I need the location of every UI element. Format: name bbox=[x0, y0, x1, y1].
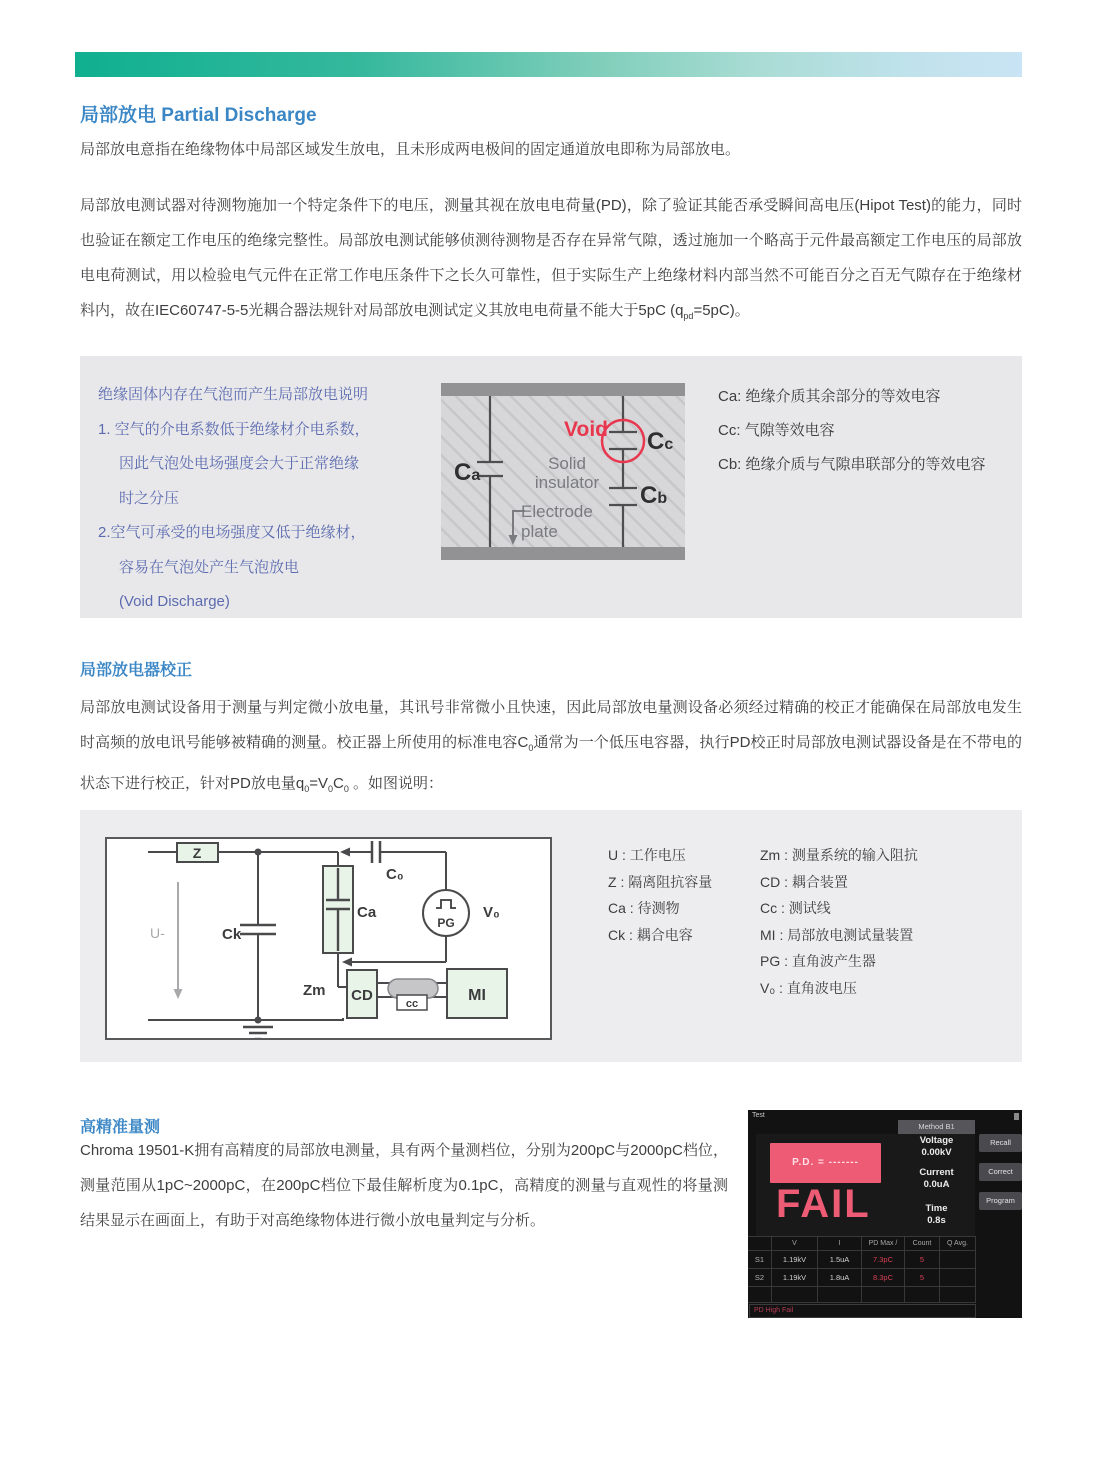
screen-status-icon bbox=[1014, 1113, 1019, 1120]
table-cell: 5 bbox=[905, 1251, 940, 1269]
recall-button[interactable]: Recall bbox=[979, 1134, 1022, 1152]
voltage-label: Voltage bbox=[919, 1135, 954, 1146]
void-discharge-panel bbox=[80, 356, 1022, 618]
void-diagram bbox=[441, 383, 685, 560]
program-button[interactable]: Program bbox=[979, 1192, 1022, 1210]
intro-paragraph: 局部放电意指在绝缘物体中局部区域发生放电，且未形成两电极间的固定通道放电即称为局部放电。 bbox=[80, 141, 741, 158]
svg-text:Electrode: Electrode bbox=[521, 502, 593, 521]
u-voltage-arrow bbox=[150, 882, 183, 999]
c0-label: C₀ bbox=[386, 866, 404, 883]
void-legend bbox=[718, 380, 986, 482]
table-cell bbox=[772, 1287, 818, 1303]
time-label: Time bbox=[925, 1203, 948, 1214]
table-cell bbox=[940, 1269, 976, 1287]
legend-line: Cc : 测试线 bbox=[760, 900, 831, 916]
void-label: Void bbox=[564, 418, 608, 441]
note-line: 绝缘固体内存在气泡而产生局部放电说明 bbox=[98, 386, 369, 403]
cd-label: CD bbox=[351, 987, 373, 1004]
solid-insulator-label: Solid bbox=[548, 454, 586, 473]
legend-line: Ca: 绝缘介质其余部分的等效电容 bbox=[718, 388, 941, 405]
table-cell bbox=[940, 1251, 976, 1269]
legend-line: V₀ : 直角波电压 bbox=[760, 979, 857, 996]
table-header: PD Max / bbox=[862, 1237, 905, 1251]
voltage-value: 0.00kV bbox=[921, 1147, 952, 1158]
calibration-panel bbox=[80, 810, 1022, 1062]
method-badge: Method B1 bbox=[898, 1120, 975, 1134]
body-paragraph-3: Chroma 19501-K拥有高精度的局部放电测量，具有两个量测档位，分别为200pC与2000pC档位，测量范围从1pC~2000pC，在200pC档位下最佳解析度为0.1pC，高精度的测量与直观性的将量测结果显示在画面上，有助于对高绝缘物体进行微小放电量判定与分析。 bbox=[80, 1142, 728, 1229]
note-line: 时之分压 bbox=[119, 489, 180, 507]
table-cell bbox=[818, 1287, 862, 1303]
current-value: 0.0uA bbox=[923, 1179, 950, 1190]
body-paragraph-2: 局部放电测试设备用于测量与判定微小放电量，其讯号非常微小且快速，因此局部放电量测设备必须经过精确的校正才能确保在局部放电发生时高频的放电讯号能够被精确的测量。校正器上所使用的标准电容$C_0$通常为一个低压电容器，执行PD校正时局部放电测试器设备是在不带电的状态下进行校正，针对PD放电量$q_0=V_0C_0$ 。如图说明： bbox=[80, 699, 1022, 794]
table-cell: 1.8uA bbox=[818, 1269, 862, 1287]
pg-label: PG bbox=[437, 916, 455, 930]
note-line: 1. 空气的介电系数低于绝缘材介电系数， bbox=[98, 420, 370, 438]
table-cell bbox=[748, 1287, 772, 1303]
svg-text:plate: plate bbox=[521, 522, 558, 541]
cc-label: cc bbox=[405, 998, 419, 1010]
table-header bbox=[748, 1237, 772, 1251]
pd-readout: P.D. = ------- bbox=[770, 1143, 881, 1183]
note-line: 2.空气可承受的电场强度又低于绝缘材， bbox=[98, 524, 366, 541]
circuit-legend-right bbox=[760, 842, 918, 1001]
note-line: 容易在气泡处产生气泡放电 bbox=[119, 558, 300, 576]
svg-text:insulator: insulator bbox=[534, 473, 600, 492]
cc-label: Cc bbox=[647, 428, 674, 455]
note-line: (Void Discharge) bbox=[119, 593, 230, 610]
ck-label: Ck bbox=[222, 926, 242, 943]
table-cell bbox=[862, 1287, 905, 1303]
v0-label: V₀ bbox=[483, 904, 500, 921]
current-label: Current bbox=[919, 1167, 954, 1178]
table-cell: 1.5uA bbox=[818, 1251, 862, 1269]
screen-main-panel bbox=[756, 1134, 975, 1236]
table-cell: 7.3pC bbox=[862, 1251, 905, 1269]
void-note bbox=[98, 378, 464, 620]
section-title-measurement: 高精准量测 bbox=[80, 1119, 161, 1136]
legend-line: Ca : 待测物 bbox=[608, 900, 680, 916]
z-label: Z bbox=[192, 845, 202, 861]
device-screen bbox=[748, 1110, 1022, 1318]
table-cell: S2 bbox=[748, 1269, 772, 1287]
table-cell bbox=[905, 1287, 940, 1303]
header-gradient-bar bbox=[75, 52, 1022, 77]
legend-line: MI : 局部放电测试量装置 bbox=[760, 926, 914, 943]
table-header: V bbox=[772, 1237, 818, 1251]
result-table bbox=[748, 1236, 976, 1303]
screen-mode-label: Test bbox=[752, 1112, 765, 1119]
legend-line: Ck : 耦合电容 bbox=[608, 926, 693, 943]
ca-label: Ca bbox=[454, 459, 481, 486]
table-cell: 1.19kV bbox=[772, 1269, 818, 1287]
cb-label: Cb bbox=[640, 482, 668, 509]
page-title: 局部放电 Partial Discharge bbox=[80, 105, 317, 126]
legend-line: Cc: 气隙等效电容 bbox=[718, 422, 835, 439]
legend-line: Zm : 测量系统的输入阻抗 bbox=[760, 847, 918, 863]
table-cell bbox=[940, 1287, 976, 1303]
table-cell: S1 bbox=[748, 1251, 772, 1269]
legend-line: PG : 直角波产生器 bbox=[760, 953, 876, 969]
ground-icon bbox=[243, 1027, 273, 1038]
fail-indicator: FAIL bbox=[776, 1182, 871, 1226]
u-label: U- bbox=[150, 925, 165, 941]
circuit-legend-left bbox=[608, 842, 712, 948]
legend-line: Z : 隔离阻抗容量 bbox=[608, 873, 713, 890]
table-header: Q Avg. bbox=[940, 1237, 976, 1251]
correct-button[interactable]: Correct bbox=[979, 1163, 1022, 1181]
circuit-diagram bbox=[105, 837, 552, 1040]
arrow-left-icon bbox=[342, 958, 352, 967]
electrode-plate-bottom bbox=[441, 547, 685, 560]
body-paragraph-1: 局部放电测试器对待测物施加一个特定条件下的电压，测量其视在放电电荷量(PD)，除了验证其能否承受瞬间高电压(Hipot Test)的能力，同时也验证在额定工作电压的绝缘完整性。局部放电测试能够侦测待测物是否存在异常气隙，透过施加一个略高于元件最高额定工作电压的局部放电电荷测试，用以检验电气元件在正常工作电压条件下之长久可靠性，但于实际生产上绝缘材料内部当然不可能百分之百无气隙存在于绝缘材料内，故在IEC60747-5-5光耦合器法规针对局部放电测试定义其放电电荷量不能大于5pC $(q_{pd}=5pC)$。 bbox=[80, 197, 1022, 321]
section-title-calibration: 局部放电器校正 bbox=[80, 662, 193, 679]
legend-line: CD : 耦合装置 bbox=[760, 873, 848, 890]
status-message: PD High Fail bbox=[749, 1304, 976, 1318]
electrode-plate-top bbox=[441, 383, 685, 396]
table-cell: 5 bbox=[905, 1269, 940, 1287]
table-cell: 1.19kV bbox=[772, 1251, 818, 1269]
legend-line: Cb: 绝缘介质与气隙串联部分的等效电容 bbox=[718, 456, 986, 473]
table-header: Count bbox=[905, 1237, 940, 1251]
ca-text-label: Ca bbox=[357, 904, 377, 921]
arrow-left-icon bbox=[340, 848, 350, 857]
time-value: 0.8s bbox=[927, 1215, 946, 1226]
zm-label: Zm bbox=[303, 982, 326, 999]
legend-line: U : 工作电压 bbox=[608, 847, 686, 863]
table-cell: 8.3pC bbox=[862, 1269, 905, 1287]
mi-label: MI bbox=[468, 987, 486, 1004]
table-header: I bbox=[818, 1237, 862, 1251]
note-line: 因此气泡处电场强度会大于正常绝缘 bbox=[119, 455, 360, 472]
arrow-down-icon bbox=[174, 989, 183, 999]
